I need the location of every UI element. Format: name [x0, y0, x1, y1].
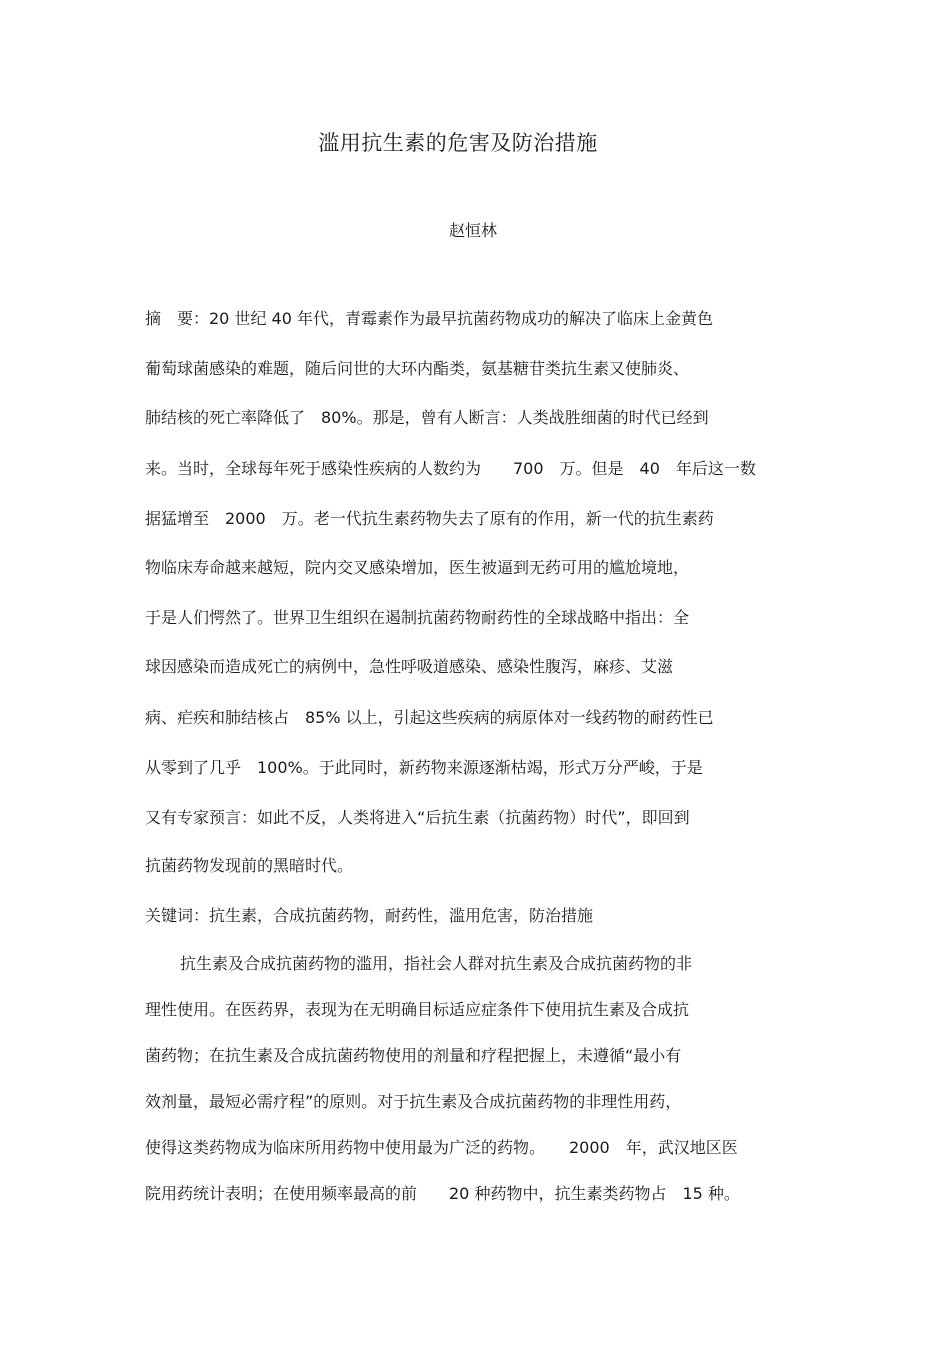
abstract-line: 抗菌药物发现前的黑暗时代。 — [145, 856, 354, 875]
abstract-line: 葡萄球菌感染的难题，随后问世的大环内酯类，氨基糖苷类抗生素又使肺炎、 — [145, 359, 690, 378]
abstract-line: 物临床寿命越来越短，院内交叉感染增加，医生被逼到无药可用的尴尬境地， — [145, 558, 690, 577]
document-author: 赵恒林 — [448, 221, 497, 240]
abstract-line: 据猛增至 2000 万。老一代抗生素药物失去了原有的作用，新一代的抗生素药 — [145, 509, 714, 528]
body-line: 院用药统计表明；在使用频率最高的前 20 种药物中，抗生素类药物占 15 种。 — [145, 1184, 740, 1203]
abstract-line: 于是人们愕然了。世界卫生组织在遏制抗菌药物耐药性的全球战略中指出：全 — [145, 608, 690, 627]
abstract-line: 来。当时，全球每年死于感染性疾病的人数约为 700 万。但是 40 年后这一数 — [145, 459, 756, 478]
body-line: 理性使用。在医药界，表现为在无明确目标适应症条件下使用抗生素及合成抗 — [145, 1000, 690, 1019]
body-line: 菌药物；在抗生素及合成抗菌药物使用的剂量和疗程把握上，未遵循“最小有 — [145, 1046, 682, 1065]
abstract-line: 肺结核的死亡率降低了 80%。那是，曾有人断言：人类战胜细菌的时代已经到 — [145, 408, 709, 427]
abstract-line: 摘 要：20 世纪 40 年代，青霉素作为最早抗菌药物成功的解决了临床上金黄色 — [145, 309, 713, 328]
abstract-line: 又有专家预言：如此不反，人类将进入“后抗生素（抗菌药物）时代”，即回到 — [145, 808, 690, 827]
abstract-line: 从零到了几乎 100%。于此同时，新药物来源逐渐枯竭，形式万分严峻，于是 — [145, 758, 703, 777]
document-title: 滥用抗生素的危害及防治措施 — [318, 131, 598, 155]
body-line: 使得这类药物成为临床所用药物中使用最为广泛的药物。 2000 年，武汉地区医 — [145, 1138, 738, 1157]
keywords-line: 关键词：抗生素，合成抗菌药物，耐药性，滥用危害，防治措施 — [145, 906, 594, 925]
body-paragraph-first-line: 抗生素及合成抗菌药物的滥用，指社会人群对抗生素及合成抗菌药物的非 — [180, 954, 693, 973]
abstract-line: 病、疟疾和肺结核占 85% 以上，引起这些疾病的病原体对一线药物的耐药性已 — [145, 708, 714, 727]
body-line: 效剂量，最短必需疗程”的原则。对于抗生素及合成抗菌药物的非理性用药， — [145, 1092, 682, 1111]
abstract-line: 球因感染而造成死亡的病例中，急性呼吸道感染、感染性腹泻，麻疹、艾滋 — [145, 657, 674, 676]
